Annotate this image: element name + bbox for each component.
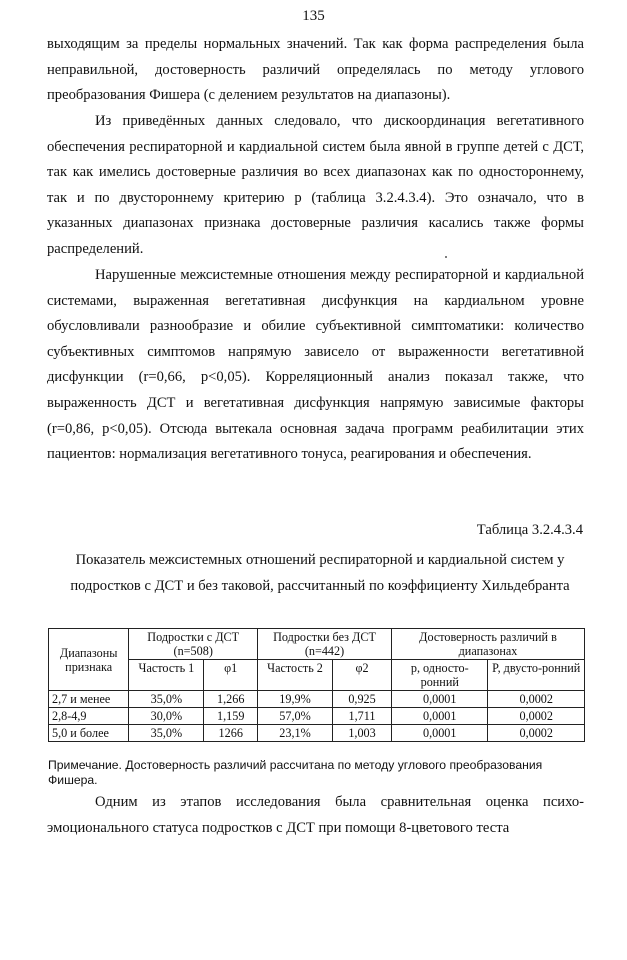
cell-range: 2,7 и менее xyxy=(49,691,129,708)
header-group-1: Подростки с ДСТ (n=508) xyxy=(129,629,258,660)
cell-freq-1: 35,0% xyxy=(129,691,204,708)
cell-range: 5,0 и более xyxy=(49,725,129,742)
header-phi-1: φ1 xyxy=(204,660,258,691)
table-row xyxy=(49,725,585,742)
cell-phi-1: 1,266 xyxy=(204,691,258,708)
header-group-2: Подростки без ДСТ (n=442) xyxy=(258,629,392,660)
cell-phi-1: 1,159 xyxy=(204,708,258,725)
cell-p-one-sided: 0,0001 xyxy=(392,708,488,725)
page-number: 135 xyxy=(302,8,325,24)
cell-phi-1: 1266 xyxy=(204,725,258,742)
data-table xyxy=(48,628,585,742)
cell-p-one-sided: 0,0001 xyxy=(392,725,488,742)
paragraph-4: Одним из этапов исследования была сравнительная оценка психо-эмоционального статуса подростков с ДСТ при помощи 8-цветового теста xyxy=(47,794,584,836)
header-freq-2: Частость 2 xyxy=(258,660,333,691)
cell-p-one-sided: 0,0001 xyxy=(392,691,488,708)
header-p-two-sided: P, двусто-ронний xyxy=(488,660,585,691)
table-label: Таблица 3.2.4.3.4 xyxy=(476,522,583,538)
cell-p-two-sided: 0,0002 xyxy=(488,708,585,725)
cell-freq-1: 30,0% xyxy=(129,708,204,725)
table-row xyxy=(49,691,585,708)
cell-phi-2: 0,925 xyxy=(333,691,392,708)
cell-freq-2: 57,0% xyxy=(258,708,333,725)
cell-p-two-sided: 0,0002 xyxy=(488,691,585,708)
table-note: Примечание. Достоверность различий рассчитана по методу углового преобразования Фишера. xyxy=(48,758,543,787)
table-title: Показатель межсистемных отношений респираторной и кардиальной систем у подростков с ДСТ и без таковой, рассчитанный по коэффициенту Хильдебранта xyxy=(70,552,570,594)
header-phi-2: φ2 xyxy=(333,660,392,691)
cell-phi-2: 1,003 xyxy=(333,725,392,742)
cell-freq-1: 35,0% xyxy=(129,725,204,742)
header-range: Диапазоны признака xyxy=(49,629,129,691)
paragraph-1: выходящим за пределы нормальных значений. Так как форма распределения была неправильной, достоверность различий определялась по методу углового преобразования Фишера (с делением результатов на диапазоны). xyxy=(47,36,584,104)
cell-freq-2: 19,9% xyxy=(258,691,333,708)
header-p-one-sided: p, односто-ронний xyxy=(392,660,488,691)
cell-p-two-sided: 0,0002 xyxy=(488,725,585,742)
paragraph-2: Из приведённых данных следовало, что дискоординация вегетативного обеспечения респираторной и кардиальной систем была явной в группе детей с ДСТ, так как имелись достоверные различия во всех диапазонах как по одностороннему, так и по двустороннему критерию р (таблица 3.2.4.3.4). Это означало, что в указанных диапазонах признака достоверные различия касались также формы распределений. xyxy=(47,113,584,257)
header-significance: Достоверность различий в диапазонах xyxy=(392,629,585,660)
cell-freq-2: 23,1% xyxy=(258,725,333,742)
table-row xyxy=(49,708,585,725)
cell-range: 2,8-4,9 xyxy=(49,708,129,725)
header-freq-1: Частость 1 xyxy=(129,660,204,691)
paragraph-3: Нарушенные межсистемные отношения между респираторной и кардиальной системами, выраженная вегетативная дисфункция на кардиальном уровне обусловливали разнообразие и обилие субъективной симптоматики: количество субъективных симптомов напрямую зависело от выраженности вегетативной дисфункции (r=0,66, p<0,05). Корреляционный анализ показал также, что выраженность ДСТ и вегетативная дисфункция напрямую зависимые факторы (r=0,86, p<0,05). Отсюда вытекала основная задача программ реабилитации этих пациентов: нормализация вегетативного тонуса, реагирования и обеспечения. xyxy=(47,267,584,463)
cell-phi-2: 1,711 xyxy=(333,708,392,725)
speck-mark xyxy=(445,256,447,258)
